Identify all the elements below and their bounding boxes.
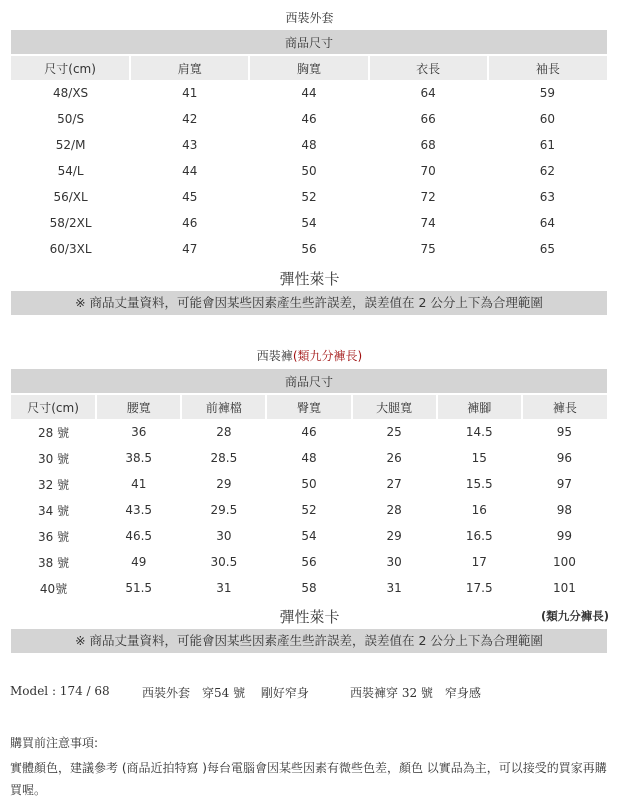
measurement-cell: 65	[539, 242, 556, 256]
jacket-elastic-label: 彈性萊卡	[279, 270, 340, 288]
table-row	[11, 132, 607, 158]
measurement-cell: 75	[420, 242, 436, 256]
column-header: 大腿寬	[352, 394, 437, 419]
measurement-cell: 101	[552, 581, 576, 595]
model-jacket-fit: 西裝外套 穿54 號 剛好窄身	[142, 686, 309, 700]
column-header: 尺寸(cm)	[11, 394, 96, 419]
measurement-cell: 46	[182, 216, 198, 230]
measurement-cell: 17	[471, 555, 487, 569]
table-row	[11, 549, 607, 575]
measurement-cell: 25	[386, 425, 402, 439]
table-row	[11, 106, 607, 132]
size-cell: 48/XS	[53, 86, 89, 100]
measurement-cell: 17.5	[465, 581, 493, 595]
measurement-cell: 56	[301, 242, 317, 256]
measurement-cell: 62	[539, 164, 556, 178]
pants-title-suffix: (類九分褲長)	[292, 349, 363, 363]
measurement-cell: 28	[386, 503, 402, 517]
measurement-cell: 56	[301, 555, 317, 569]
jacket-measurement-note: ※ 商品丈量資料，可能會因某些因素產生些許誤差，誤差值在 2 公分上下為合理範圍	[11, 291, 607, 315]
measurement-cell: 64	[539, 216, 556, 230]
size-cell: 56/XL	[53, 190, 88, 204]
measurement-cell: 50	[301, 477, 317, 491]
size-cell: 58/2XL	[49, 216, 92, 230]
jacket-column-headers	[11, 55, 607, 80]
measurement-cell: 60	[539, 112, 556, 126]
measurement-cell: 46	[301, 425, 317, 439]
jacket-section-header: 商品尺寸	[11, 30, 607, 55]
measurement-cell: 31	[386, 581, 402, 595]
measurement-cell: 64	[420, 86, 436, 100]
column-header: 腰寬	[96, 394, 181, 419]
pants-measurement-note: ※ 商品丈量資料，可能會因某些因素產生些許誤差，誤差值在 2 公分上下為合理範圍	[11, 629, 607, 653]
column-header: 褲長	[522, 394, 607, 419]
measurement-cell: 15.5	[465, 477, 493, 491]
column-header: 肩寬	[130, 55, 249, 80]
measurement-cell: 45	[182, 190, 198, 204]
table-row	[11, 158, 607, 184]
table-row	[11, 575, 607, 601]
table-row	[11, 419, 607, 445]
measurement-cell: 58	[301, 581, 317, 595]
measurement-cell: 48	[301, 138, 317, 152]
measurement-cell: 74	[420, 216, 436, 230]
table-row	[11, 523, 607, 549]
measurement-cell: 16.5	[465, 529, 493, 543]
table-row	[11, 210, 607, 236]
measurement-cell: 29	[386, 529, 402, 543]
measurement-cell: 49	[131, 555, 147, 569]
table-row	[11, 236, 607, 262]
measurement-cell: 98	[556, 503, 573, 517]
table-row	[11, 80, 607, 106]
pants-elastic-label: 彈性萊卡	[279, 608, 340, 626]
measurement-cell: 66	[420, 112, 436, 126]
measurement-cell: 99	[556, 529, 573, 543]
column-header: 臀寬	[266, 394, 351, 419]
pants-title-text: 西裝褲	[256, 349, 293, 363]
pants-title	[0, 347, 619, 364]
jacket-size-table	[11, 30, 607, 262]
column-header: 前褲檔	[181, 394, 266, 419]
size-cell: 50/S	[57, 112, 85, 126]
measurement-cell: 42	[182, 112, 198, 126]
pants-column-headers	[11, 394, 607, 419]
measurement-cell: 16	[471, 503, 487, 517]
measurement-cell: 43	[182, 138, 198, 152]
measurement-cell: 61	[539, 138, 556, 152]
measurement-cell: 46	[301, 112, 317, 126]
column-header: 褲腳	[437, 394, 522, 419]
jacket-title: 西裝外套	[285, 11, 334, 25]
model-pants-fit: 西裝褲穿 32 號 窄身感	[350, 686, 481, 700]
table-row	[11, 184, 607, 210]
measurement-cell: 29	[216, 477, 232, 491]
measurement-cell: 47	[182, 242, 198, 256]
measurement-cell: 46.5	[125, 529, 153, 543]
pants-section-header: 商品尺寸	[11, 369, 607, 394]
notice-body: 實體顏色，建議參考 (商品近拍特寫 )每台電腦會因某些因素有微些色差，顏色 以實品為主，可以接受的買家再購買喔。	[10, 761, 607, 797]
measurement-cell: 30	[386, 555, 402, 569]
measurement-cell: 100	[552, 555, 576, 569]
measurement-cell: 43.5	[125, 503, 153, 517]
measurement-cell: 59	[539, 86, 556, 100]
measurement-cell: 54	[301, 216, 317, 230]
measurement-cell: 72	[420, 190, 436, 204]
column-header: 袖長	[488, 55, 607, 80]
measurement-cell: 29.5	[210, 503, 238, 517]
measurement-cell: 28.5	[210, 451, 238, 465]
table-row	[11, 497, 607, 523]
measurement-cell: 70	[420, 164, 436, 178]
table-row	[11, 445, 607, 471]
measurement-cell: 31	[216, 581, 232, 595]
size-cell: 60/3XL	[49, 242, 92, 256]
measurement-cell: 63	[539, 190, 556, 204]
measurement-cell: 97	[556, 477, 573, 491]
size-cell: 34 號	[38, 503, 70, 518]
measurement-cell: 50	[301, 164, 317, 178]
measurement-cell: 41	[131, 477, 147, 491]
size-cell: 54/L	[57, 164, 84, 178]
measurement-cell: 44	[301, 86, 317, 100]
size-cell: 36 號	[38, 529, 70, 544]
measurement-cell: 14.5	[465, 425, 493, 439]
pants-size-table	[11, 369, 607, 601]
table-row	[11, 471, 607, 497]
size-cell: 28 號	[38, 425, 70, 440]
measurement-cell: 48	[301, 451, 317, 465]
size-cell: 30 號	[38, 451, 70, 466]
column-header: 衣長	[369, 55, 488, 80]
column-header: 胸寬	[249, 55, 368, 80]
notice-title: 購買前注意事項:	[10, 736, 99, 750]
measurement-cell: 44	[182, 164, 198, 178]
measurement-cell: 52	[301, 190, 317, 204]
size-cell: 52/M	[55, 138, 86, 152]
measurement-cell: 52	[301, 503, 317, 517]
measurement-cell: 28	[216, 425, 232, 439]
size-cell: 40號	[39, 581, 68, 596]
measurement-cell: 36	[131, 425, 147, 439]
measurement-cell: 95	[556, 425, 573, 439]
size-cell: 32 號	[38, 477, 70, 492]
measurement-cell: 68	[420, 138, 436, 152]
column-header: 尺寸(cm)	[11, 55, 130, 80]
model-stats: Model : 174 / 68	[10, 684, 110, 698]
measurement-cell: 96	[556, 451, 573, 465]
size-cell: 38 號	[38, 555, 70, 570]
measurement-cell: 27	[386, 477, 402, 491]
measurement-cell: 38.5	[125, 451, 153, 465]
measurement-cell: 26	[386, 451, 402, 465]
pants-length-note: (類九分褲長)	[540, 609, 609, 623]
measurement-cell: 54	[301, 529, 317, 543]
measurement-cell: 30.5	[210, 555, 238, 569]
measurement-cell: 41	[182, 86, 198, 100]
measurement-cell: 51.5	[125, 581, 153, 595]
measurement-cell: 30	[216, 529, 232, 543]
measurement-cell: 15	[471, 451, 487, 465]
